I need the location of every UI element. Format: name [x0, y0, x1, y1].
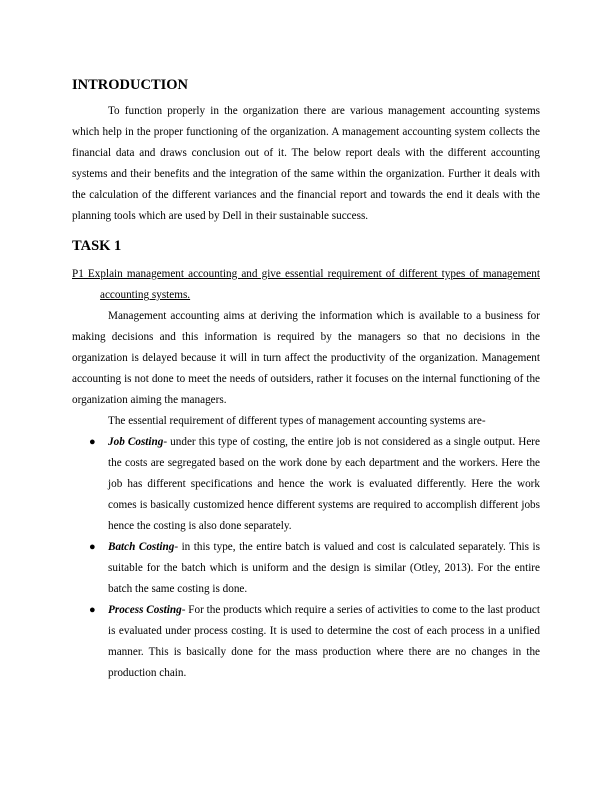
bullet-text: - For the products which require a series of activities to come to the last product is evaluated under process costing. It is used to determine the cost of each process in a unified manner. This is basically done for the mass production where there are no changes in the production chain. [108, 604, 540, 679]
bullet-icon: ● [89, 541, 96, 553]
introduction-heading: INTRODUCTION [72, 77, 189, 93]
bullet-term: Batch Costing [108, 541, 175, 553]
bullet-text: - under this type of costing, the entire job is not considered as a single output. Here the costs are segregated based on the work done by each department and the workers. Here the job has different specifications and hence the work is evaluated differently. Here the work comes is basically customized hence different systems are required to accomplish different jobs hence the costing is also done separately. [108, 436, 540, 532]
requirements-list [72, 432, 540, 684]
task1-intro-line: The essential requirement of different types of management accounting systems are- [108, 415, 486, 427]
task1-heading: TASK 1 [72, 238, 122, 254]
document-page [72, 75, 540, 684]
bullet-icon: ● [89, 604, 96, 616]
bullet-term: Process Costing [108, 604, 182, 616]
bullet-term: Job Costing [108, 436, 164, 448]
introduction-paragraph: To function properly in the organization there are various management accounting systems which help in the proper functioning of the organization. A management accounting system collects the financial data and draws conclusion out of it. The below report deals with the different accounting systems and their benefits and the integration of the same within the organization. Further it deals with the calculation of the different variances and the financial report and towards the end it deals with the planning tools which are used by Dell in their sustainable success. [72, 105, 540, 222]
list-item [72, 600, 540, 684]
list-item [72, 432, 540, 537]
task1-paragraph: Management accounting aims at deriving the information which is available to a business for making decisions and this information is required by the managers so that no decisions in the organization is delayed because it will in turn affect the productivity of the organization. Management accounting is not done to meet the needs of outsiders, rather it focuses on the internal functioning of the organization aiming the managers. [72, 310, 540, 406]
bullet-text: - in this type, the entire batch is valued and cost is calculated separately. This is suitable for the batch which is uniform and the design is similar (Otley, 2013). For the entire batch the same costing is done. [108, 541, 540, 595]
task1-subheading: P1 Explain management accounting and give essential requirement of different types of management accounting systems. [72, 268, 540, 301]
bullet-icon: ● [89, 436, 96, 448]
list-item [72, 537, 540, 600]
